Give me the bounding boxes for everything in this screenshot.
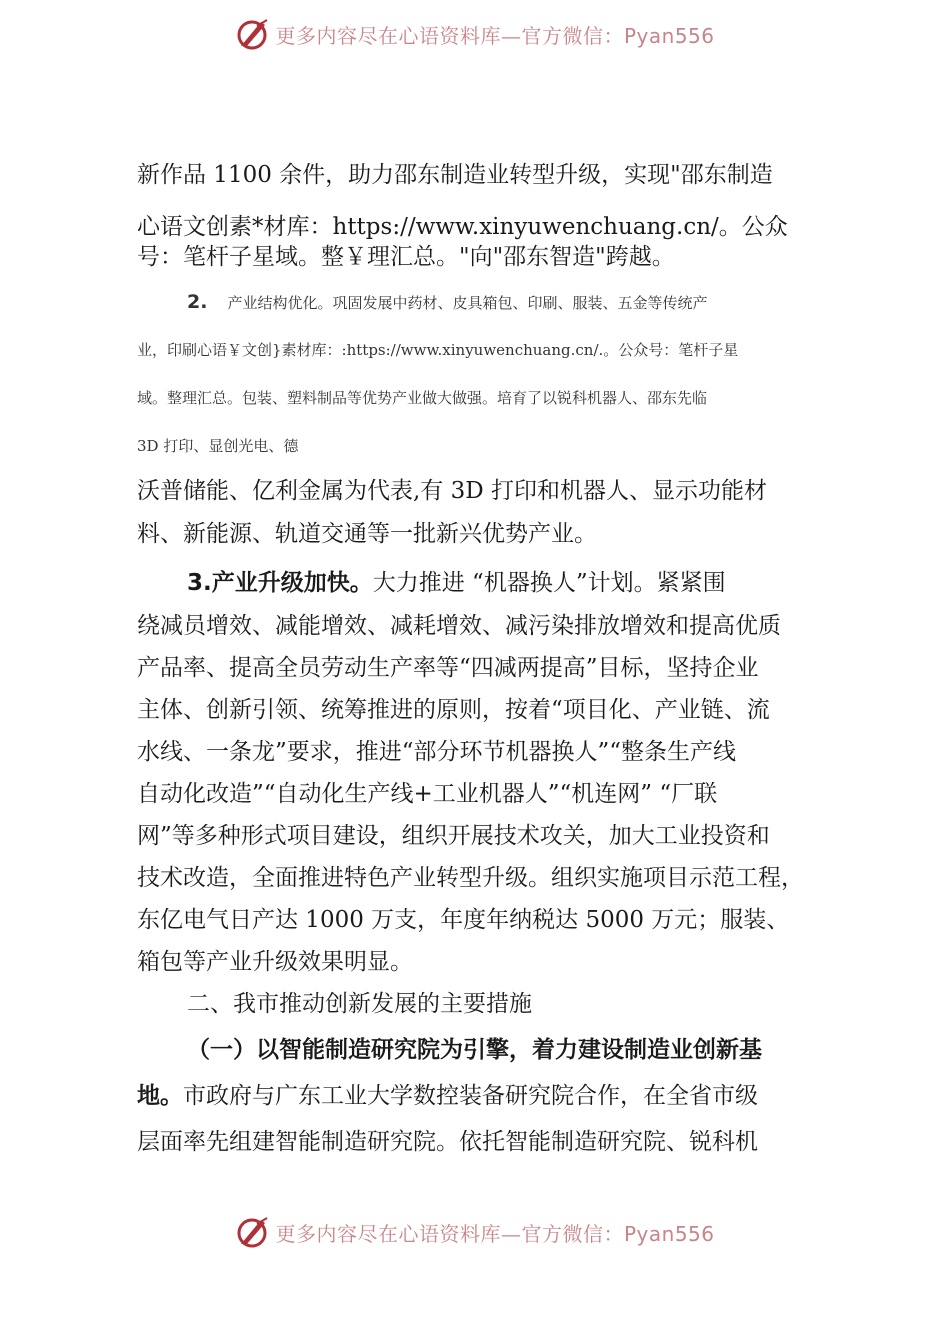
banner-wechat-handle: Pyan556 (623, 23, 715, 48)
paragraph-line: 东亿电气日产达 1000 万支，年度年纳税达 5000 万元；服装、 (137, 907, 790, 933)
paragraph-line: 箱包等产业升级效果明显。 (137, 949, 413, 975)
paragraph-line: 号：笔杆子星域。整￥理汇总。"向"邵东智造"跨越。 (137, 244, 675, 270)
section-heading: 二、我市推动创新发展的主要措施 (187, 991, 532, 1017)
paragraph-line: 主体、创新引领、统筹推进的原则，按着“项目化、产业链、流 (137, 697, 770, 723)
paragraph-line: 水线、一条龙”要求，推进“部分环节机器换人”“整条生产线 (137, 739, 737, 765)
paragraph-line: 料、新能源、轨道交通等一批新兴优势产业。 (137, 521, 597, 547)
item-3-text: 大力推进 “机器换人”计划。紧紧围 (372, 570, 726, 596)
header-watermark-banner (0, 10, 950, 58)
subsection-text: 市政府与广东工业大学数控装备研究院合作，在全省市级 (183, 1083, 758, 1109)
paragraph-line-small: 域。整理汇总。包装、塑料制品等优势产业做大做强。培育了以锐科机器人、邵东先临 (137, 389, 708, 407)
quill-pen-logo-icon (235, 16, 271, 52)
paragraph-line: 自动化改造”“自动化生产线+工业机器人”“机连网” “厂联 (137, 781, 718, 807)
item-number: 2. (187, 291, 208, 313)
item-3-heading: 3.产业升级加快。 (187, 570, 373, 596)
paragraph-line: 技术改造，全面推进特色产业转型升级。组织实施项目示范工程， (137, 865, 804, 891)
paragraph-line: 沃普储能、亿利金属为代表,有 3D 打印和机器人、显示功能材 (137, 478, 768, 504)
paragraph-line-small: 3D 打印、显创光电、德 (137, 437, 299, 455)
banner-wechat-handle: Pyan556 (623, 1221, 715, 1246)
item-2-first-line (187, 291, 707, 314)
quill-pen-logo-icon (235, 1214, 271, 1250)
banner-text: 更多内容尽在心语资料库—官方微信：Pyan556 (275, 1221, 715, 1246)
paragraph-line: 层面率先组建智能制造研究院。依托智能制造研究院、锐科机 (137, 1129, 758, 1155)
banner-text: 更多内容尽在心语资料库—官方微信：Pyan556 (275, 23, 715, 48)
subsection-heading-end: 地。 (137, 1083, 183, 1109)
paragraph-line: 网”等多种形式项目建设，组织开展技术攻关，加大工业投资和 (137, 823, 770, 849)
paragraph-line: 产品率、提高全员劳动生产率等“四减两提高”目标，坚持企业 (137, 655, 759, 681)
subsection-continuation (137, 1081, 758, 1111)
item-2-text: 产业结构优化。巩固发展中药材、皮具箱包、印刷、服装、五金等传统产 (227, 294, 708, 312)
paragraph-line-small: 业，印刷心语￥文创}素材库：:https://www.xinyuwenchuang.cn/.。公众号：笔杆子星 (137, 341, 739, 359)
paragraph-line: 心语文创素*材库：https://www.xinyuwenchuang.cn/。公众 (137, 214, 788, 240)
footer-watermark-banner (0, 1208, 950, 1256)
paragraph-line: 新作品 1100 余件，助力邵东制造业转型升级，实现"邵东制造 (137, 162, 773, 188)
paragraph-line: 绕减员增效、减能增效、减耗增效、减污染排放增效和提高优质 (137, 613, 781, 639)
subsection-heading: （一）以智能制造研究院为引擎，着力建设制造业创新基 (187, 1037, 762, 1063)
item-3-first-line (187, 568, 726, 598)
